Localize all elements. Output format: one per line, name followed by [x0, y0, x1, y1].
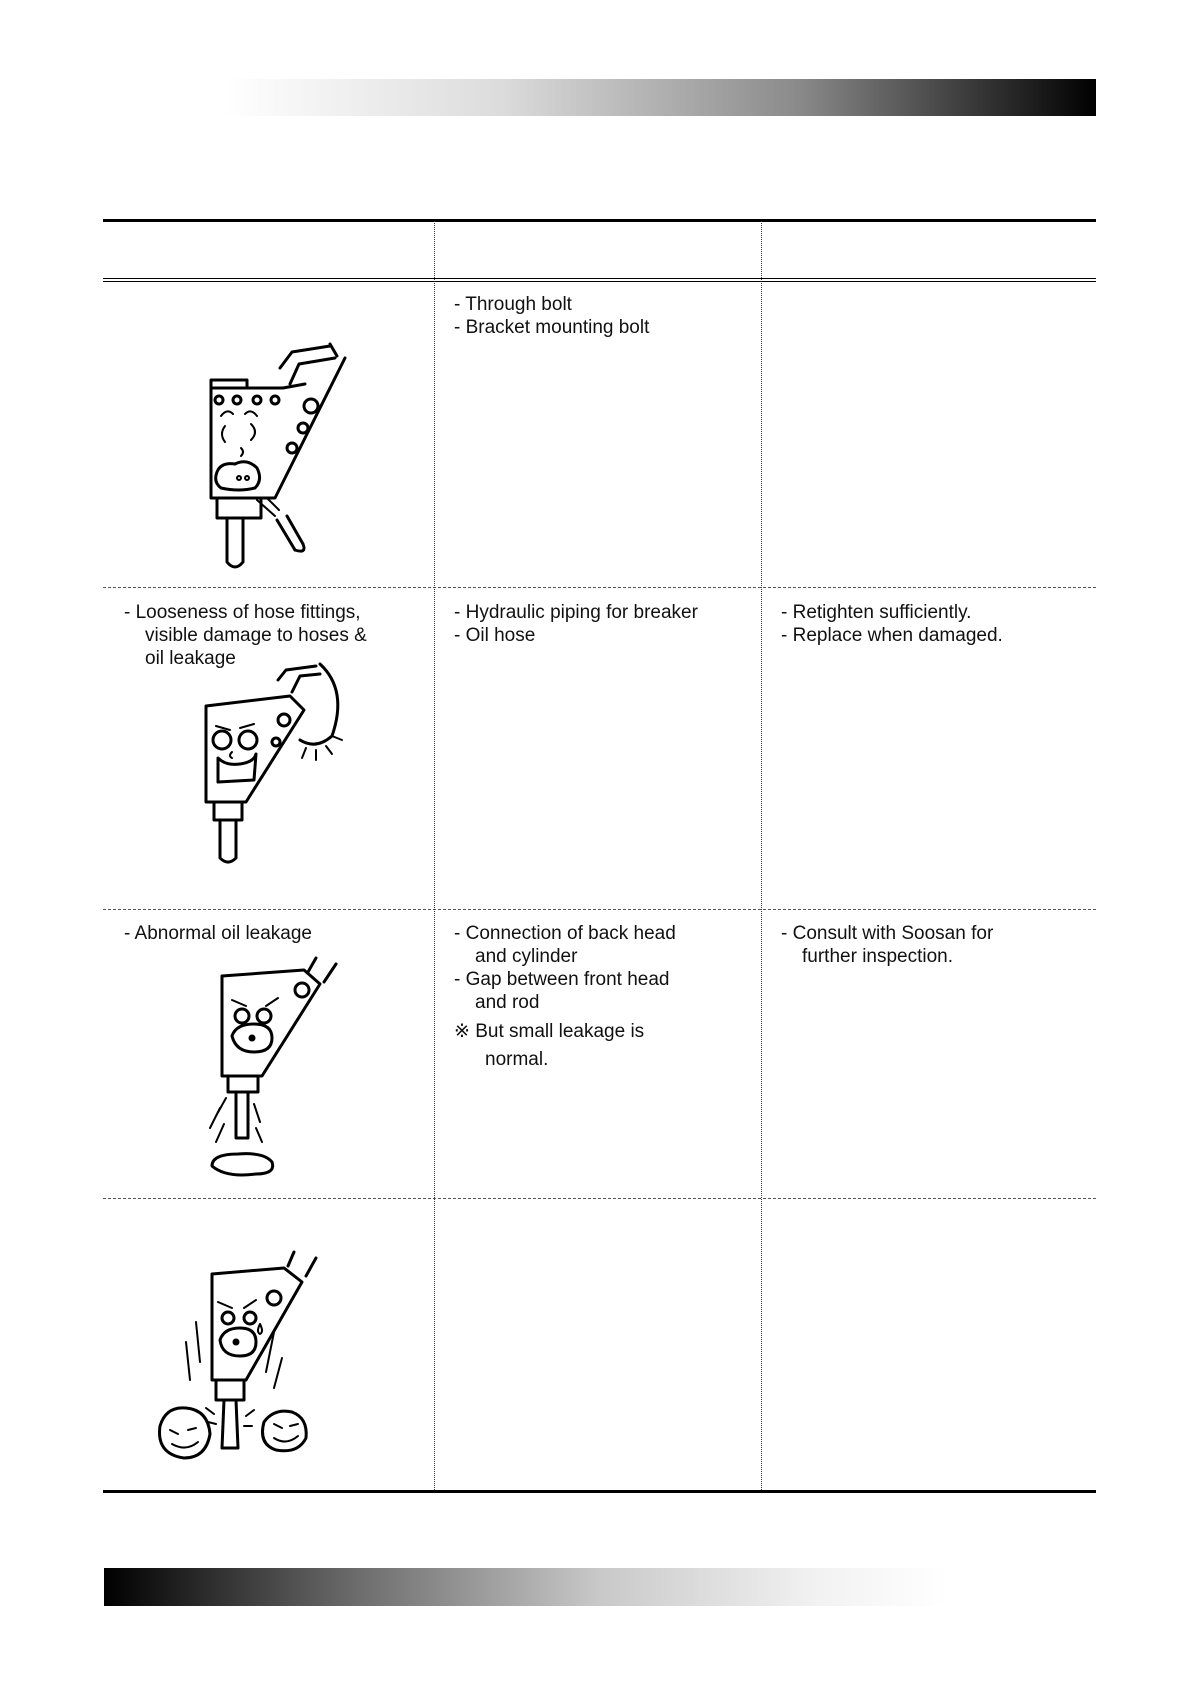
symptom-item: visible damage to hoses &	[145, 625, 367, 646]
note-text: ※ But small leakage is	[454, 1021, 645, 1042]
row-divider	[103, 1198, 1096, 1199]
symptom-item: - Abnormal oil leakage	[124, 923, 312, 944]
column-divider	[761, 221, 762, 1490]
check-point-item: - Gap between front head	[454, 969, 670, 990]
row2-check-points	[454, 601, 698, 647]
remedy-item: - Retighten sufficiently.	[781, 602, 972, 623]
table-header-rule-double	[103, 281, 1096, 282]
hose-leak-breaker-illustration	[196, 670, 376, 870]
row3-remedy	[781, 922, 993, 968]
symptom-item: - Looseness of hose fittings,	[124, 602, 361, 623]
check-point-item: - Oil hose	[454, 625, 536, 646]
loose-bolt-breaker-illustration	[195, 340, 375, 570]
row2-remedy	[781, 601, 1003, 647]
remedy-item: - Replace when damaged.	[781, 625, 1003, 646]
impact-breaker-illustration	[156, 1262, 346, 1472]
row3-symptom	[124, 922, 312, 945]
table-bottom-rule	[103, 1490, 1096, 1493]
check-point-item: and rod	[475, 992, 540, 1013]
oil-leak-breaker-illustration	[208, 958, 368, 1188]
row1-check-points	[454, 293, 649, 339]
row3-check-points	[454, 922, 676, 1071]
row-divider	[103, 587, 1096, 588]
table-top-rule	[103, 219, 1096, 222]
check-point-item: and cylinder	[475, 946, 578, 967]
remedy-item: further inspection.	[802, 946, 954, 967]
header-gradient-bar	[104, 79, 1096, 116]
column-divider	[434, 221, 435, 1490]
symptom-item: oil leakage	[145, 648, 236, 669]
table-header-rule	[103, 278, 1096, 279]
remedy-item: - Consult with Soosan for	[781, 923, 994, 944]
check-point-item: - Through bolt	[454, 294, 572, 315]
row2-symptom	[124, 601, 367, 670]
check-point-item: - Bracket mounting bolt	[454, 317, 650, 338]
footer-gradient-bar	[104, 1568, 1096, 1606]
row-divider	[103, 909, 1096, 910]
check-point-item: - Hydraulic piping for breaker	[454, 602, 698, 623]
note-text: normal.	[485, 1049, 549, 1070]
check-point-item: - Connection of back head	[454, 923, 676, 944]
